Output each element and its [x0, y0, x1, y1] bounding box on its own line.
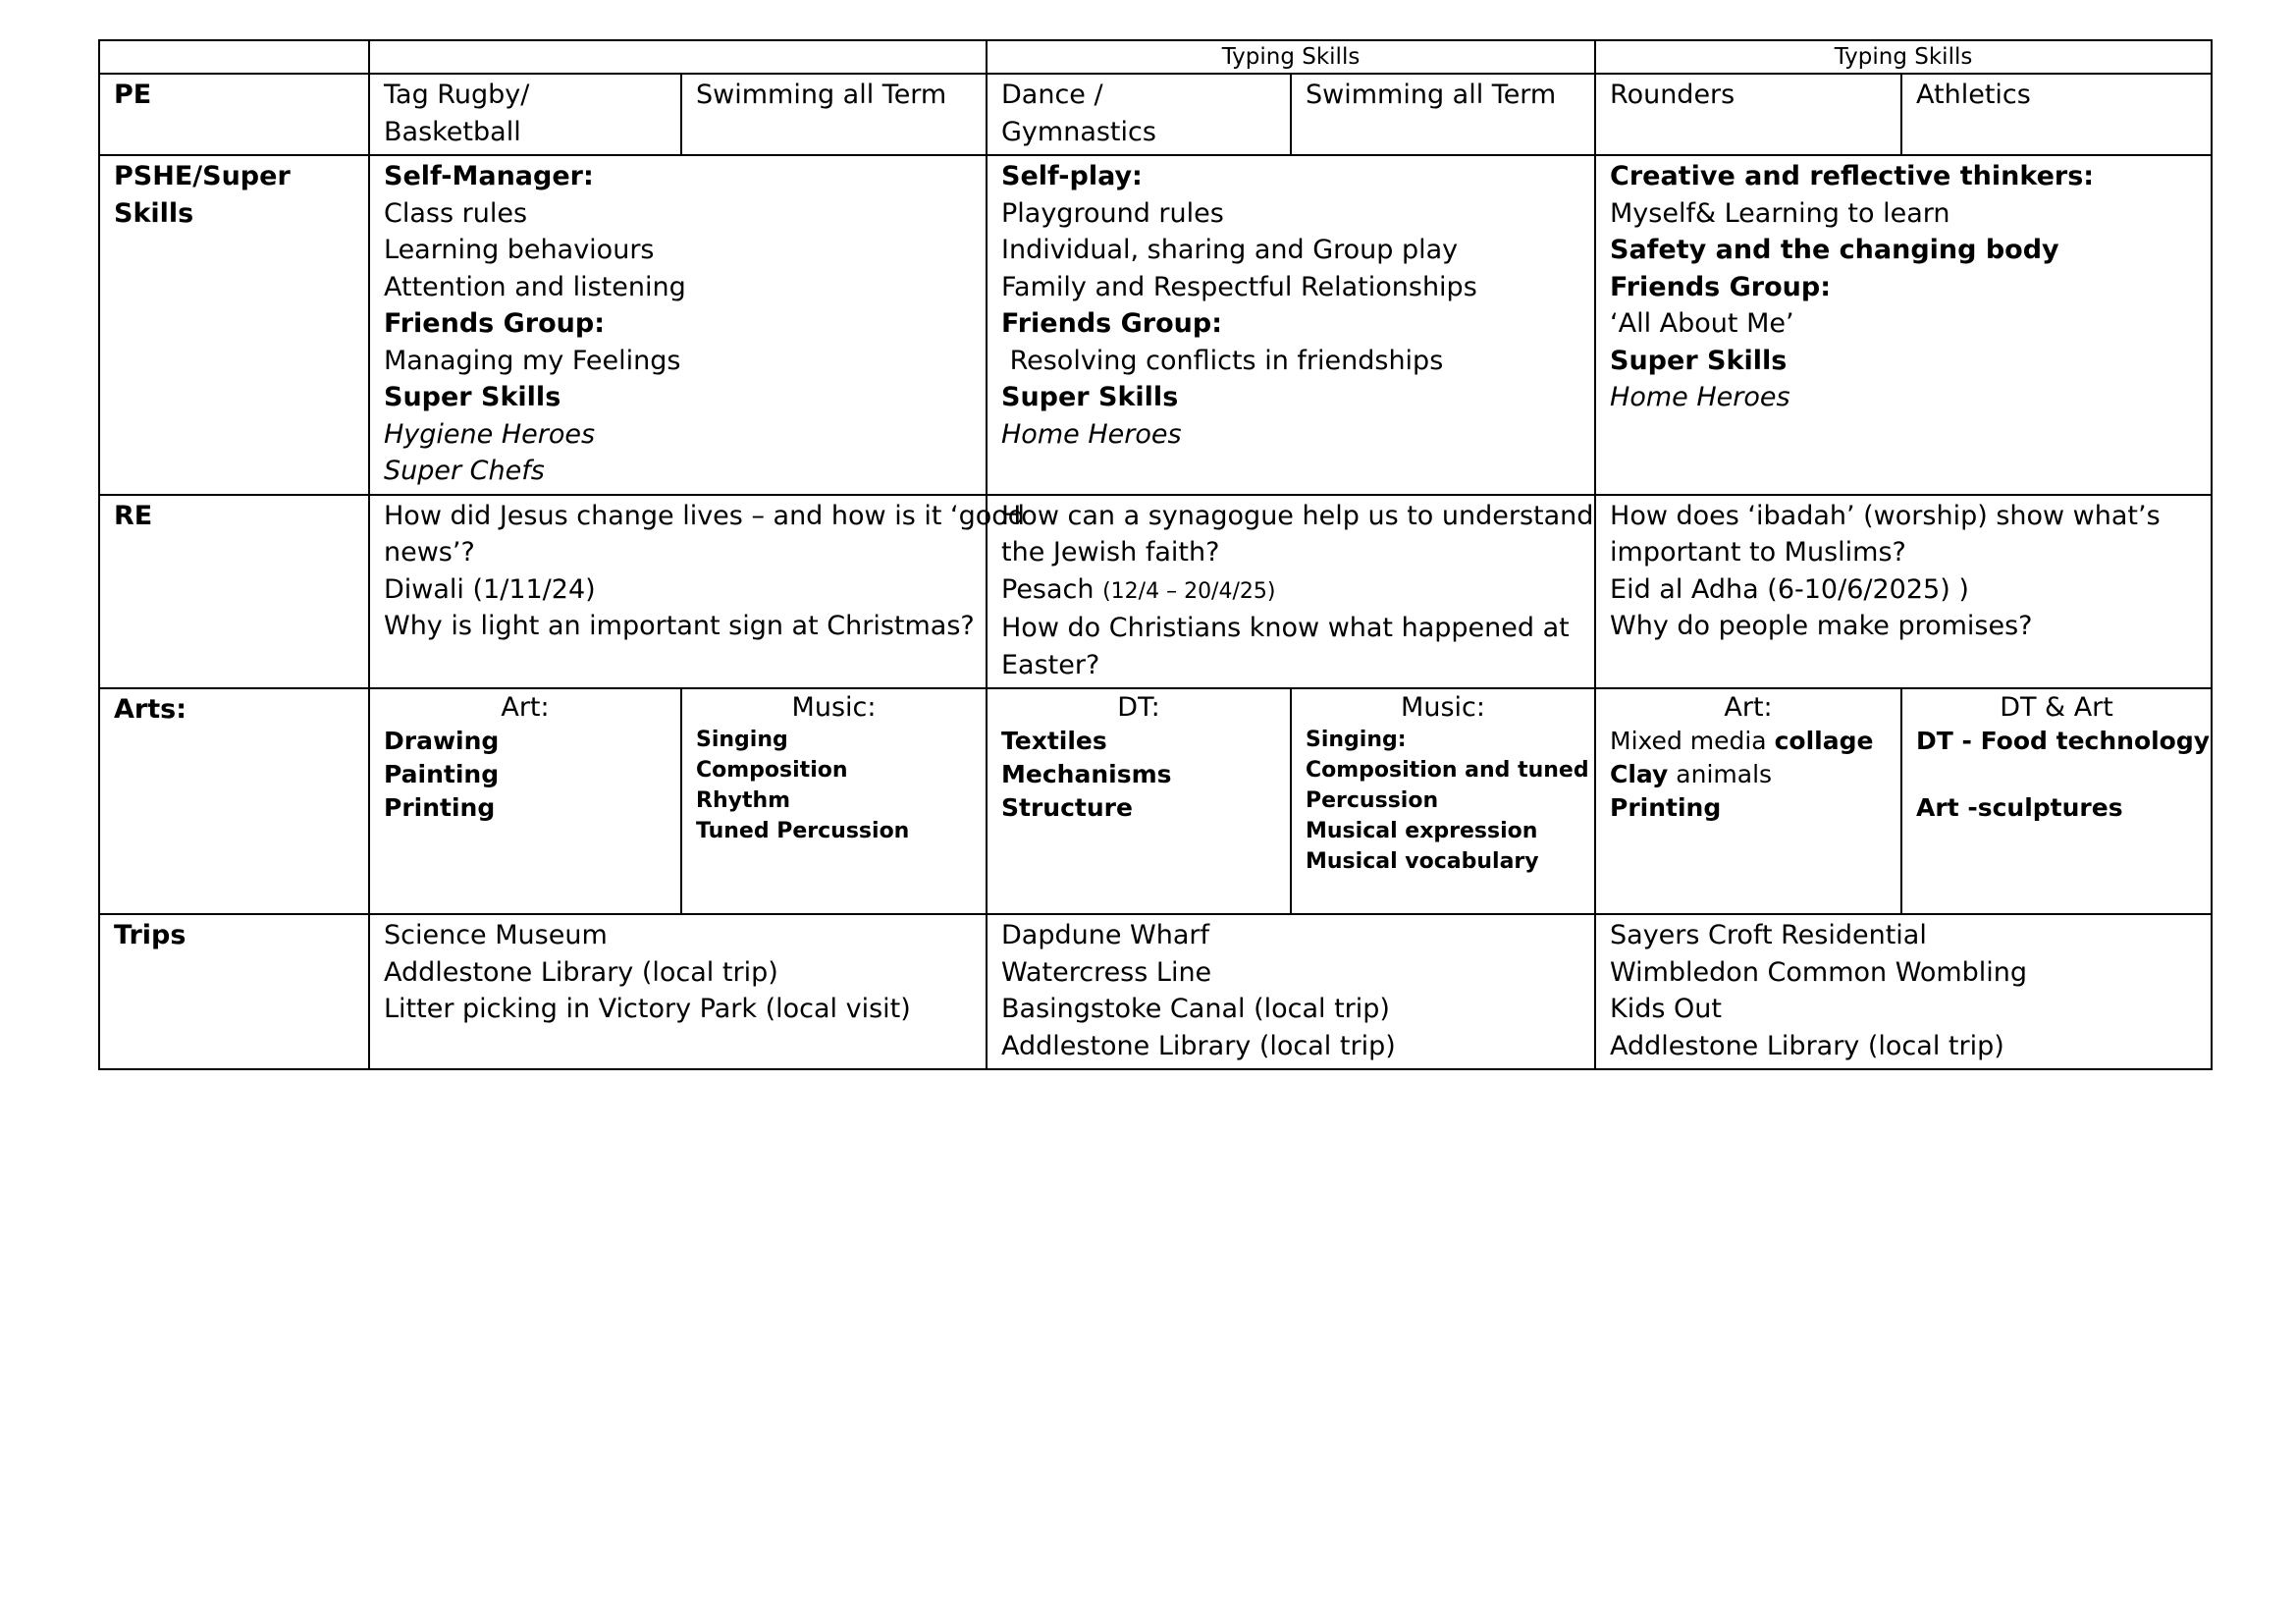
pe-item: Tag Rugby/: [384, 80, 530, 110]
pesach-dates: (12/4 – 20/4/25): [1102, 578, 1276, 604]
re-summer: [1595, 495, 2212, 689]
pe-item: Basketball: [384, 116, 521, 147]
pe-autumn-2: Swimming all Term: [681, 74, 987, 155]
trip-item: Wimbledon Common Wombling: [1610, 956, 2028, 988]
pshe-item: Playground rules: [1001, 197, 1224, 229]
re-spring: [987, 495, 1595, 689]
pshe-heading: Friends Group:: [1610, 271, 1832, 302]
trips-row: [99, 914, 2212, 1069]
pshe-item: Managing my Feelings: [384, 345, 681, 376]
pshe-label: [99, 155, 369, 495]
spring-header-cell: Typing Skills: [987, 40, 1595, 74]
pshe-item: ‘All About Me’: [1610, 308, 1794, 339]
trip-item: Dapdune Wharf: [1001, 920, 1209, 950]
pe-row: [99, 74, 2212, 155]
trips-autumn: [369, 914, 987, 1069]
clay-text: Clay: [1610, 760, 1669, 788]
arts-art-summer: [1595, 688, 1901, 914]
pshe-item: Home Heroes: [1001, 418, 1182, 450]
pshe-item: Myself& Learning to learn: [1610, 197, 1950, 229]
arts-dt-art-summer: [1901, 688, 2212, 914]
arts-item: [1610, 758, 1887, 791]
pshe-spring: [987, 155, 1595, 495]
pe-autumn-1: [369, 74, 681, 155]
pshe-item: Class rules: [384, 197, 528, 229]
trips-label: Trips: [99, 914, 369, 1069]
arts-item: Singing:: [1306, 728, 1407, 752]
arts-heading: DT & Art: [2000, 692, 2113, 723]
arts-item: Printing: [1610, 793, 1722, 822]
arts-item: [1610, 725, 1887, 758]
pesach-label: Pesach: [1001, 573, 1103, 605]
arts-heading: Art:: [1724, 692, 1773, 723]
pe-item: Gymnastics: [1001, 116, 1156, 147]
pe-item: Dance /: [1001, 80, 1103, 110]
pshe-item: Super Chefs: [384, 456, 545, 486]
re-item: news’?: [384, 537, 475, 568]
arts-item: Rhythm: [696, 788, 791, 813]
re-item: [1001, 571, 1580, 611]
collage-text: collage: [1774, 727, 1874, 755]
mixed-media-text: Mixed media: [1610, 727, 1775, 755]
trip-item: Science Museum: [384, 920, 608, 950]
re-item: Eid al Adha (6-10/6/2025) ): [1610, 573, 1969, 605]
re-row: [99, 495, 2212, 689]
header-row: [99, 40, 2212, 74]
arts-heading: Art:: [501, 692, 550, 723]
pshe-label-line: PSHE/Super: [114, 161, 291, 191]
arts-item: Tuned Percussion: [696, 819, 910, 843]
re-item: Why do people make promises?: [1610, 611, 2033, 641]
pshe-heading: Self-play:: [1001, 161, 1143, 191]
arts-item: Painting: [384, 760, 500, 788]
pshe-item: Learning behaviours: [384, 235, 655, 265]
pshe-autumn: [369, 155, 987, 495]
trip-item: Kids Out: [1610, 994, 1722, 1024]
pe-summer-1: Rounders: [1595, 74, 1901, 155]
re-autumn: [369, 495, 1025, 689]
arts-item: DT - Food technology: [1916, 727, 2211, 755]
corner-cell: [99, 40, 369, 74]
pe-spring-1: [987, 74, 1291, 155]
arts-item: Musical vocabulary: [1306, 849, 1539, 874]
re-item: How can a synagogue help us to understand: [1001, 500, 1594, 531]
trip-item: Litter picking in Victory Park (local visit): [384, 994, 911, 1024]
pshe-item: Attention and listening: [384, 271, 686, 302]
re-item: Diwali (1/11/24): [384, 573, 596, 605]
pshe-item: Resolving conflicts in friendships: [1001, 345, 1444, 376]
pshe-label-line: Skills: [114, 197, 194, 229]
trip-item: Addlestone Library (local trip): [1001, 1030, 1396, 1061]
re-item: Why is light an important sign at Christmas?: [384, 611, 975, 641]
pshe-item: Home Heroes: [1610, 382, 1790, 412]
pshe-heading: Self-Manager:: [384, 161, 594, 191]
arts-art-autumn: [369, 688, 681, 914]
arts-dt-spring: [987, 688, 1291, 914]
pshe-summer: [1595, 155, 2212, 495]
pshe-heading: Super Skills: [1001, 382, 1179, 412]
trip-item: Addlestone Library (local trip): [1610, 1030, 2004, 1061]
pshe-item: Hygiene Heroes: [384, 418, 596, 450]
pe-label: PE: [99, 74, 369, 155]
pshe-heading: Safety and the changing body: [1610, 235, 2059, 265]
arts-item: Art -sculptures: [1916, 793, 2123, 822]
trip-item: Basingstoke Canal (local trip): [1001, 994, 1390, 1024]
arts-item: Composition: [696, 758, 848, 783]
arts-item: Structure: [1001, 793, 1133, 822]
re-item: the Jewish faith?: [1001, 537, 1220, 568]
arts-music-autumn: [681, 688, 987, 914]
arts-heading: Music:: [1401, 692, 1485, 723]
arts-item: Drawing: [384, 727, 500, 755]
arts-item: Mechanisms: [1001, 760, 1172, 788]
pe-summer-2: Athletics: [1901, 74, 2212, 155]
pe-spring-2: Swimming all Term: [1291, 74, 1595, 155]
pshe-item: Family and Respectful Relationships: [1001, 271, 1477, 302]
re-item: How did Jesus change lives – and how is it ‘good: [384, 500, 1025, 531]
pshe-heading: Friends Group:: [384, 308, 605, 339]
pshe-heading: Friends Group:: [1001, 308, 1222, 339]
arts-item: Musical expression: [1306, 819, 1538, 843]
re-label: RE: [99, 495, 369, 689]
arts-music-spring: [1291, 688, 1595, 914]
arts-label: Arts:: [99, 688, 369, 914]
trip-item: Addlestone Library (local trip): [384, 956, 778, 988]
autumn-header-cell: [369, 40, 987, 74]
arts-row: [99, 688, 2212, 914]
re-item: Easter?: [1001, 649, 1100, 680]
re-item: How do Christians know what happened at: [1001, 613, 1570, 643]
trip-item: Watercress Line: [1001, 956, 1212, 988]
pshe-item: Individual, sharing and Group play: [1001, 235, 1459, 265]
pshe-heading: Super Skills: [384, 382, 561, 412]
arts-spacer: [1916, 758, 2197, 791]
summer-header-cell: Typing Skills: [1595, 40, 2212, 74]
arts-heading: DT:: [1117, 692, 1160, 723]
pshe-heading: Creative and reflective thinkers:: [1610, 161, 2095, 191]
pshe-row: [99, 155, 2212, 495]
trips-spring: [987, 914, 1595, 1069]
arts-item: Singing: [696, 728, 788, 752]
arts-item: Composition and tuned: [1306, 758, 1589, 783]
trip-item: Sayers Croft Residential: [1610, 920, 1927, 950]
re-item: How does ‘ibadah’ (worship) show what’s: [1610, 500, 2161, 531]
pshe-heading: Super Skills: [1610, 345, 1788, 376]
curriculum-table: [98, 39, 2213, 1070]
animals-text: animals: [1668, 760, 1773, 788]
arts-heading: Music:: [791, 692, 877, 723]
arts-item: Textiles: [1001, 727, 1107, 755]
arts-item: Printing: [384, 793, 496, 822]
trips-summer: [1595, 914, 2212, 1069]
arts-item: Percussion: [1306, 788, 1439, 813]
re-item: important to Muslims?: [1610, 537, 1906, 568]
